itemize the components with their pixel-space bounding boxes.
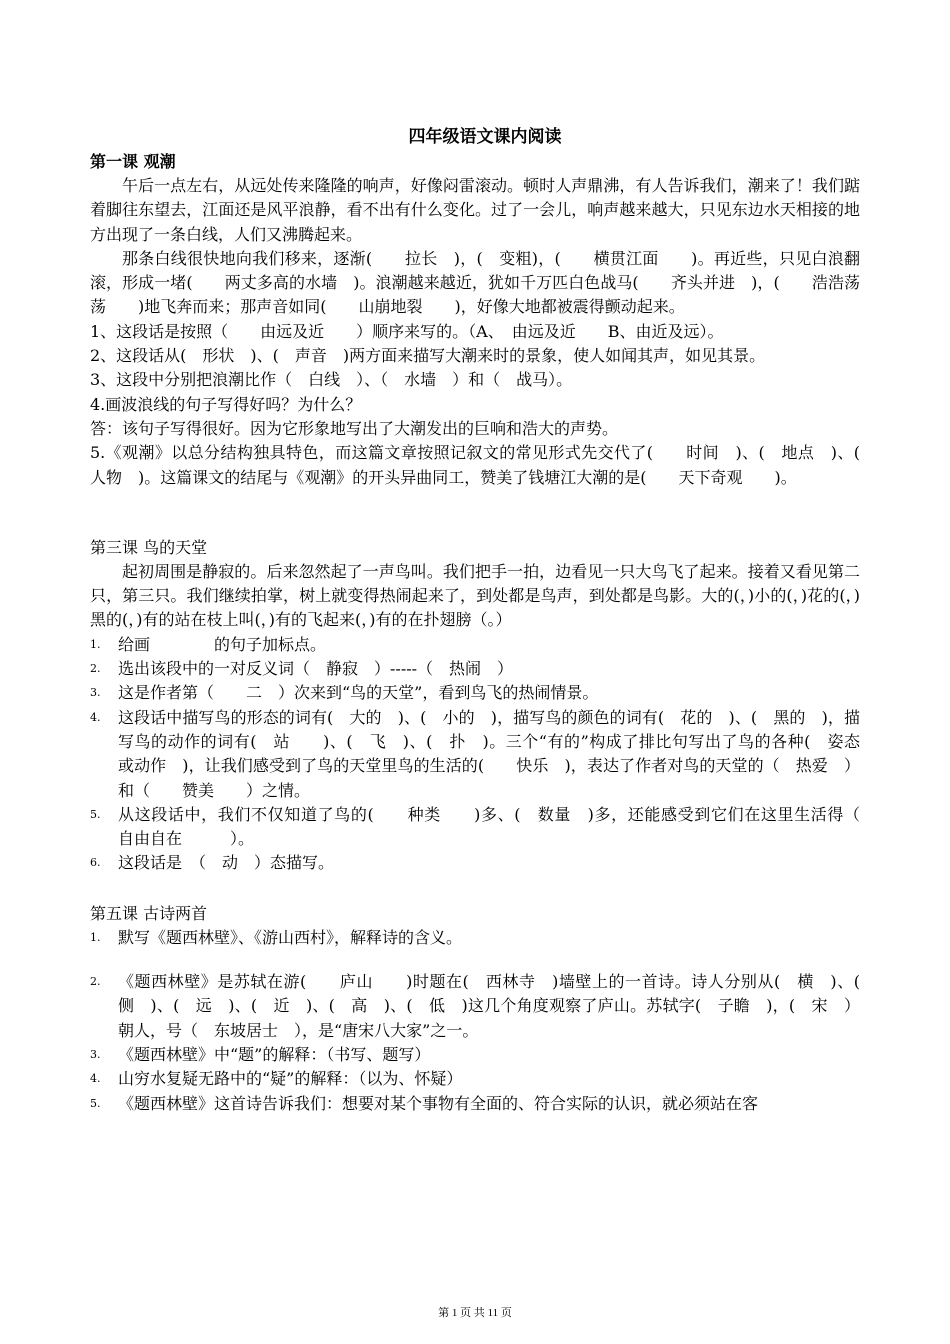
question-number: 1. <box>90 930 101 944</box>
question-number: 5. <box>90 1096 101 1110</box>
lesson-1-question-2: 2、这段话从( 形状 )、( 声音 )两方面来描写大潮来时的景象，使人如闻其声，如见其景。 <box>90 346 766 366</box>
question-number: 2. <box>90 662 101 676</box>
lesson-1-answer-4: 答：该句子写得很好。因为它形象地写出了大潮发出的巨响和浩大的声势。 <box>90 418 619 438</box>
lesson-5-questions <box>90 926 877 1116</box>
lesson-1-paragraph-1: 午后一点左右，从远处传来隆隆的响声，好像闷雷滚动。顿时人声鼎沸，有人告诉我们，潮来了！我们踮着脚往东望去，江面还是风平浪静，看不出有什么变化。过了一会儿，响声越来越大，只见东边水天相接的地方出现了一条白线，人们又沸腾起来。 <box>90 176 860 244</box>
question-number: 5. <box>90 807 101 821</box>
question-item <box>90 657 860 681</box>
question-item <box>90 706 877 803</box>
question-text: 《题西林壁》中“题”的解释：（书写、题写） <box>118 1044 431 1064</box>
lesson-1-question-4: 4.画波浪线的句子写得好吗？为什么？ <box>90 394 362 414</box>
page-footer: 第 1 页 共 11 页 <box>438 1307 512 1319</box>
question-item <box>90 1067 860 1091</box>
question-text: 选出该段中的一对反义词（ 静寂 ）-----（ 热闹 ） <box>118 659 514 679</box>
lesson-1-heading: 第一课 观潮 <box>90 152 176 171</box>
question-item <box>90 1043 860 1067</box>
question-number: 3. <box>90 1047 101 1061</box>
lesson-1-paragraph-2: 那条白线很快地向我们移来，逐渐( 拉长 )，( 变粗)，( 横贯江面 )。再近些，只见白浪翻滚，形成一堵( 两丈多高的水墙 )。浪潮越来越近，犹如千万匹白色战马( 齐头并进 )，( 浩浩荡荡 )地飞奔而来；那声音如同( 山崩地裂 )，好像大地都被震得颤动起来。 <box>90 248 860 317</box>
lesson-5-heading: 第五课 古诗两首 <box>90 903 208 923</box>
question-text: 这是作者第（ 二 ）次来到“鸟的天堂”，看到鸟飞的热闹情景。 <box>118 683 599 703</box>
question-item <box>90 926 860 950</box>
question-text: 这段话是 （ 动 ）态描写。 <box>118 853 335 873</box>
question-text: 《题西林壁》是苏轼在游( 庐山 )时题在( 西林寺 )墙壁上的一首诗。诗人分别从( 横 )、( 侧 )、( 远 )、( 近 )、( 高 )、( 低 )这几个角度观察了庐山。苏轼字( 子瞻 )，( 宋 ）朝人，号（ 东坡居士 ），是“唐宋八大家”之一。 <box>118 972 877 1040</box>
lesson-3-questions <box>90 633 909 876</box>
question-number: 1. <box>90 637 101 651</box>
question-text: 《题西林壁》这首诗告诉我们：想要对某个事物有全面的、符合实际的认识，就必须站在客 <box>118 1093 759 1113</box>
document-title: 四年级语文课内阅读 <box>408 127 562 147</box>
question-item <box>90 851 860 875</box>
question-item <box>90 803 909 852</box>
lesson-1-question-1: 1、这段话是按照（ 由远及近 ）顺序来写的。（A、 由远及近 B、由近及远）。 <box>90 321 724 341</box>
question-item <box>90 633 860 657</box>
question-item <box>90 970 877 1043</box>
question-text: 这段话中描写鸟的形态的词有( 大的 )、( 小的 )，描写鸟的颜色的词有( 花的 )、( 黑的 )，描写鸟的动作的词有( 站 )、( 飞 )、( 扑 )。三个“有的”构成了排比句写出了鸟的各种( 姿态 或动作 )，让我们感受到了鸟的天堂里鸟的生活的( 快乐 )，表达了作者对鸟的天堂的（ 热爱 ）和（ 赞美 ）之情。 <box>118 707 877 800</box>
question-number: 3. <box>90 686 101 700</box>
question-number: 2. <box>90 975 101 989</box>
question-number: 6. <box>90 856 101 870</box>
question-text: 给画 的句子加标点。 <box>118 634 327 654</box>
question-number: 4. <box>90 1072 101 1086</box>
lesson-3-heading: 第三课 鸟的天堂 <box>90 537 208 557</box>
question-text: 默写《题西林壁》、《游山西村》，解释诗的含义。 <box>118 927 463 947</box>
document-page <box>90 124 909 1116</box>
question-number: 4. <box>90 710 101 724</box>
lesson-1-question-5: 5.《观潮》以总分结构独具特色，而这篇文章按照记叙文的常见形式先交代了( 时间 )、( 地点 )、( 人物 )。这篇课文的结尾与《观潮》的开头异曲同工，赞美了钱塘江大潮的是( 天下奇观 )。 <box>90 443 877 487</box>
lesson-3-paragraph: 起初周围是静寂的。后来忽然起了一声鸟叫。我们把手一拍，边看见一只大鸟飞了起来。接着又看见第二只，第三只。我们继续拍掌，树上就变得热闹起来了，到处都是鸟声，到处都是鸟影。大的(，)小的(，)花的(，)黑的(，)有的站在枝上叫(，)有的飞起来(，)有的在扑翅膀（。） <box>90 561 860 630</box>
lesson-1-question-3: 3、这段中分别把浪潮比作（ 白线 ）、（ 水墙 ）和（ 战马）。 <box>90 370 573 390</box>
question-text: 山穷水复疑无路中的“疑”的解释：（以为、怀疑） <box>118 1069 463 1089</box>
question-item <box>90 1092 860 1116</box>
question-text: 从这段话中，我们不仅知道了鸟的( 种类 )多、( 数量 )多，还能感受到它们在这里生活得（ 自由自在 ）。 <box>118 804 909 849</box>
question-item <box>90 681 860 705</box>
